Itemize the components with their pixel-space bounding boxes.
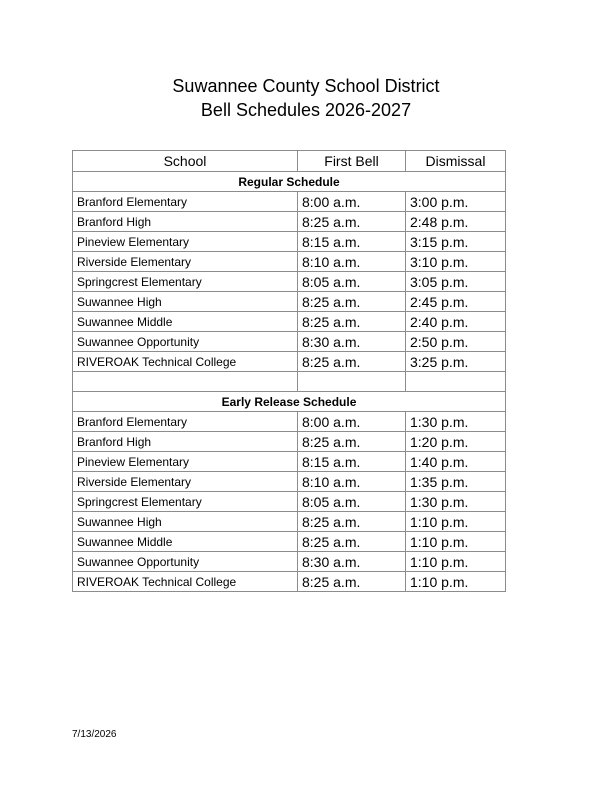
first-bell-time: 8:10 a.m. xyxy=(298,252,406,272)
first-bell-time: 8:15 a.m. xyxy=(298,452,406,472)
table-row xyxy=(73,252,506,272)
dismissal-time: 1:10 p.m. xyxy=(406,552,506,572)
table-row xyxy=(73,492,506,512)
dismissal-time: 1:40 p.m. xyxy=(406,452,506,472)
empty-cell xyxy=(73,372,298,392)
school-name: Suwannee Opportunity xyxy=(73,552,298,572)
first-bell-time: 8:25 a.m. xyxy=(298,292,406,312)
first-bell-time: 8:30 a.m. xyxy=(298,552,406,572)
dismissal-time: 3:15 p.m. xyxy=(406,232,506,252)
school-name: Suwannee Opportunity xyxy=(73,332,298,352)
school-name: Suwannee High xyxy=(73,512,298,532)
table-row xyxy=(73,232,506,252)
school-name: Springcrest Elementary xyxy=(73,272,298,292)
table-row xyxy=(73,412,506,432)
dismissal-time: 3:00 p.m. xyxy=(406,192,506,212)
first-bell-time: 8:25 a.m. xyxy=(298,312,406,332)
bell-schedule-table xyxy=(72,150,506,592)
dismissal-time: 2:48 p.m. xyxy=(406,212,506,232)
dismissal-time: 2:45 p.m. xyxy=(406,292,506,312)
school-name: Pineview Elementary xyxy=(73,452,298,472)
regular-schedule-heading: Regular Schedule xyxy=(73,172,506,192)
first-bell-time: 8:25 a.m. xyxy=(298,352,406,372)
table-row xyxy=(73,532,506,552)
table-row xyxy=(73,512,506,532)
school-name: RIVEROAK Technical College xyxy=(73,352,298,372)
table-row xyxy=(73,572,506,592)
table-row xyxy=(73,272,506,292)
dismissal-time: 3:10 p.m. xyxy=(406,252,506,272)
school-name: Riverside Elementary xyxy=(73,472,298,492)
early-release-schedule-heading: Early Release Schedule xyxy=(73,392,506,412)
table-row xyxy=(73,432,506,452)
school-name: RIVEROAK Technical College xyxy=(73,572,298,592)
table-row xyxy=(73,192,506,212)
first-bell-time: 8:25 a.m. xyxy=(298,212,406,232)
first-bell-time: 8:15 a.m. xyxy=(298,232,406,252)
dismissal-time: 1:10 p.m. xyxy=(406,512,506,532)
first-bell-time: 8:30 a.m. xyxy=(298,332,406,352)
table-row xyxy=(73,552,506,572)
document-subtitle: Bell Schedules 2026-2027 xyxy=(200,100,412,120)
table-row xyxy=(73,452,506,472)
dismissal-time: 1:10 p.m. xyxy=(406,532,506,552)
first-bell-time: 8:00 a.m. xyxy=(298,192,406,212)
school-name: Branford High xyxy=(73,432,298,452)
empty-cell xyxy=(298,372,406,392)
school-name: Suwannee High xyxy=(73,292,298,312)
document-title: Suwannee County School District xyxy=(172,76,440,96)
table-row xyxy=(73,472,506,492)
school-name: Suwannee Middle xyxy=(73,312,298,332)
first-bell-time: 8:25 a.m. xyxy=(298,512,406,532)
school-name: Branford High xyxy=(73,212,298,232)
empty-cell xyxy=(406,372,506,392)
dismissal-time: 3:05 p.m. xyxy=(406,272,506,292)
first-bell-time: 8:25 a.m. xyxy=(298,532,406,552)
school-name: Branford Elementary xyxy=(73,412,298,432)
column-header-first-bell: First Bell xyxy=(298,151,406,172)
table-row xyxy=(73,212,506,232)
column-header-dismissal: Dismissal xyxy=(406,151,506,172)
table-row xyxy=(73,332,506,352)
first-bell-time: 8:25 a.m. xyxy=(298,432,406,452)
table-row xyxy=(73,352,506,372)
dismissal-time: 1:30 p.m. xyxy=(406,492,506,512)
dismissal-time: 2:50 p.m. xyxy=(406,332,506,352)
first-bell-time: 8:25 a.m. xyxy=(298,572,406,592)
dismissal-time: 1:30 p.m. xyxy=(406,412,506,432)
footer-date: 7/13/2026 xyxy=(72,729,117,740)
section-header-row xyxy=(73,392,506,412)
school-name: Branford Elementary xyxy=(73,192,298,212)
school-name: Riverside Elementary xyxy=(73,252,298,272)
dismissal-time: 2:40 p.m. xyxy=(406,312,506,332)
dismissal-time: 1:20 p.m. xyxy=(406,432,506,452)
school-name: Pineview Elementary xyxy=(73,232,298,252)
dismissal-time: 3:25 p.m. xyxy=(406,352,506,372)
column-header-school: School xyxy=(73,151,298,172)
school-name: Springcrest Elementary xyxy=(73,492,298,512)
table-header-row xyxy=(73,151,506,172)
first-bell-time: 8:10 a.m. xyxy=(298,472,406,492)
first-bell-time: 8:05 a.m. xyxy=(298,492,406,512)
table-row xyxy=(73,312,506,332)
first-bell-time: 8:05 a.m. xyxy=(298,272,406,292)
first-bell-time: 8:00 a.m. xyxy=(298,412,406,432)
dismissal-time: 1:35 p.m. xyxy=(406,472,506,492)
spacer-row xyxy=(73,372,506,392)
dismissal-time: 1:10 p.m. xyxy=(406,572,506,592)
section-header-row xyxy=(73,172,506,192)
school-name: Suwannee Middle xyxy=(73,532,298,552)
table-row xyxy=(73,292,506,312)
